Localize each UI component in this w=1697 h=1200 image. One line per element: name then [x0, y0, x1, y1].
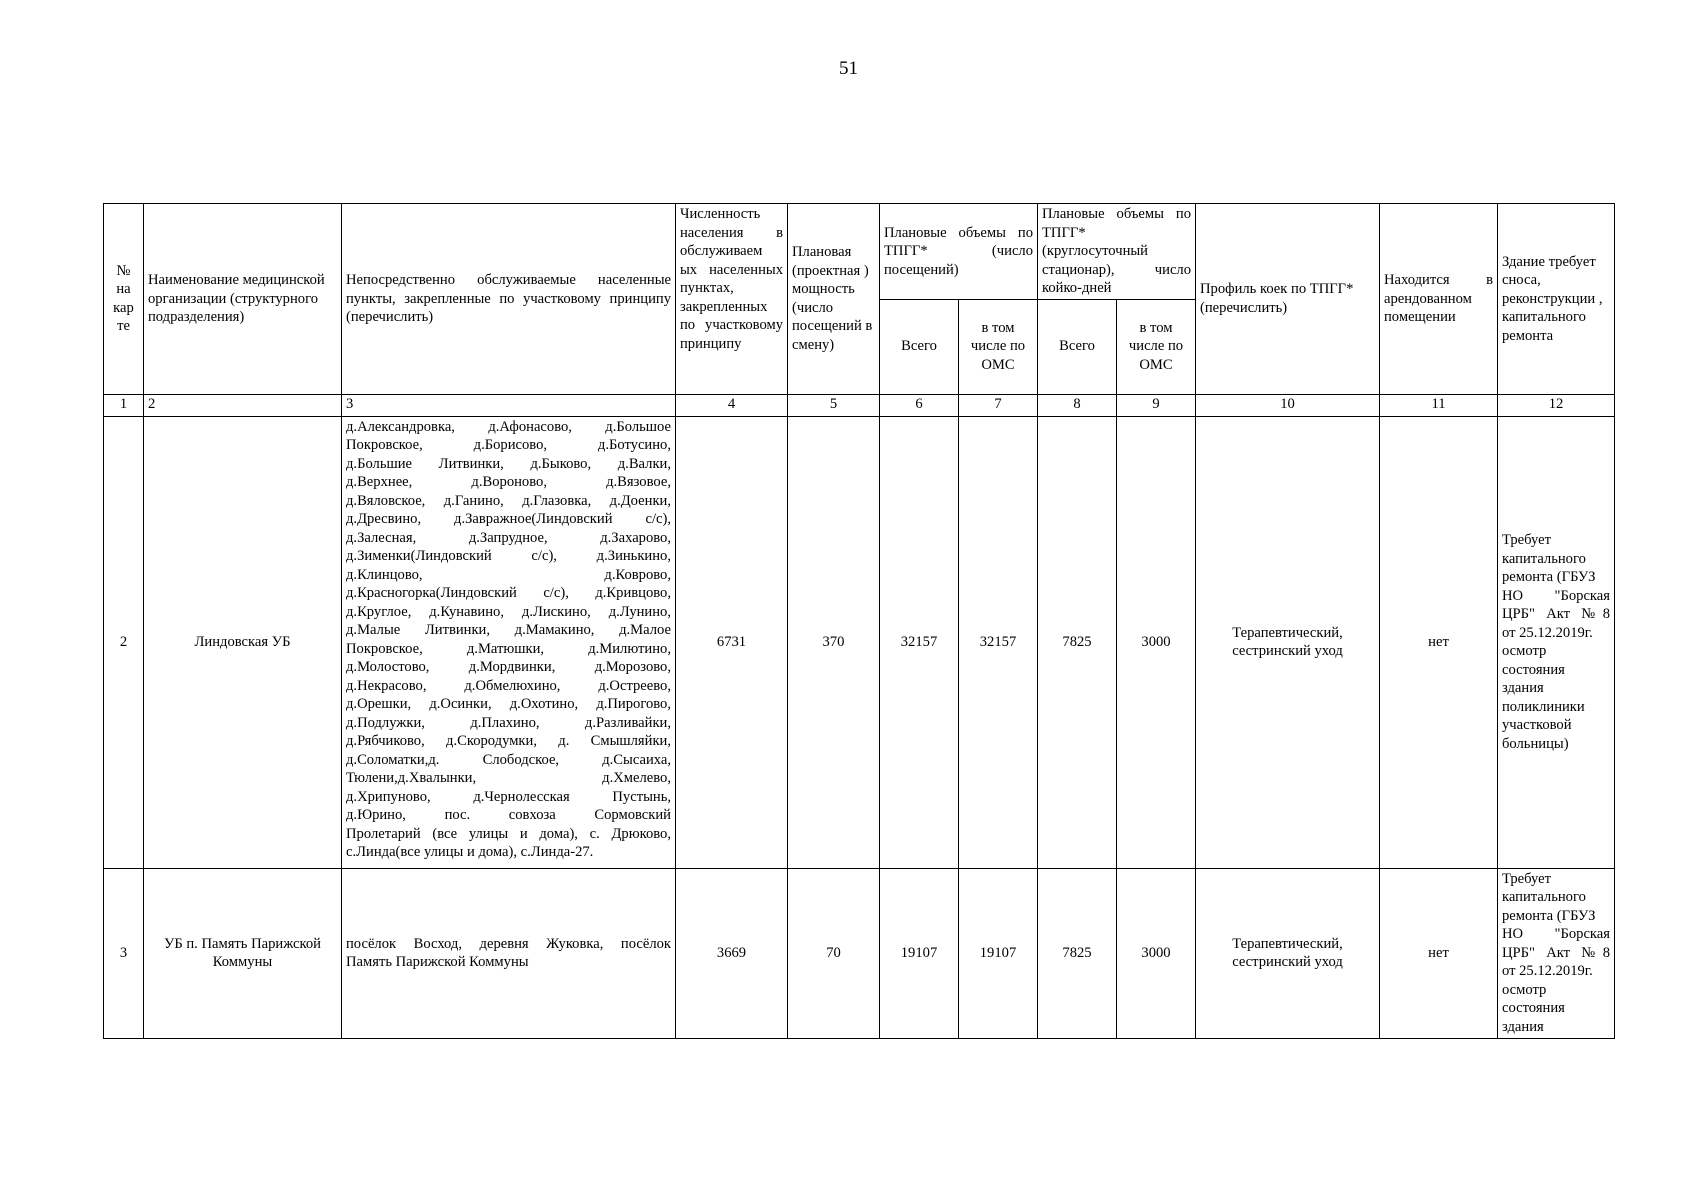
- header-group-visits: Плановые объемы по ТПГГ* (число посещений): [880, 204, 1038, 300]
- settlements-line: Память Парижской Коммуны: [346, 954, 529, 970]
- building-status-line: капитального: [1502, 889, 1586, 905]
- settlements-line: Тюлени,д.Хвалынки, д.Хмелево,: [346, 770, 671, 786]
- header-col-2: Наименование медицинской организации (структурного подразделения): [144, 204, 342, 395]
- header-col-6: Всего: [880, 299, 959, 394]
- capacity-value: 370: [788, 416, 880, 868]
- header-col-12: Здание требует сноса, реконструкции , капитального ремонта: [1498, 204, 1615, 395]
- building-status-line: НО "Борская: [1502, 926, 1610, 942]
- column-number: 10: [1196, 394, 1380, 416]
- organization-name: УБ п. Память Парижской Коммуны: [144, 868, 342, 1038]
- column-number: 4: [676, 394, 788, 416]
- bed-profile-value: Терапевтический, сестринский уход: [1196, 868, 1380, 1038]
- settlements-line: д.Орешки, д.Осинки, д.Охотино, д.Пирогово,: [346, 696, 671, 712]
- building-status-line: от 25.12.2019г.: [1502, 624, 1593, 641]
- rented-value: нет: [1380, 416, 1498, 868]
- building-status-line: здания: [1502, 1018, 1544, 1035]
- settlements-line: д.Александровка, д.Афонасово, д.Большое: [346, 418, 671, 435]
- column-number: 8: [1038, 394, 1117, 416]
- settlements-line: Покровское, д.Матюшки, д.Милютино,: [346, 640, 671, 657]
- column-number: 6: [880, 394, 959, 416]
- building-status: [1498, 868, 1615, 1038]
- visits-oms-value: 32157: [959, 416, 1038, 868]
- table-row: [104, 416, 1615, 868]
- column-number: 12: [1498, 394, 1615, 416]
- header-col-10: Профиль коек по ТПГГ* (перечислить): [1196, 204, 1380, 395]
- building-status: [1498, 416, 1615, 868]
- header-col-3: Непосредственно обслуживаемые населенные пункты, закрепленные по участковому принципу (перечислить): [342, 204, 676, 395]
- settlements-line: д.Рябчиково, д.Скородумки, д. Смышляйки,: [346, 733, 671, 749]
- settlements-line: д.Клинцово, д.Коврово,: [346, 566, 671, 583]
- settlements-line: Покровское, д.Борисово, д.Ботусино,: [346, 437, 671, 453]
- beds-oms-value: 3000: [1117, 868, 1196, 1038]
- beds-total-value: 7825: [1038, 416, 1117, 868]
- settlements-line: Пролетарий (все улицы и дома), с. Дрюково,: [346, 825, 671, 842]
- population-value: 6731: [676, 416, 788, 868]
- settlements-line: д.Молостово, д.Мордвинки, д.Морозово,: [346, 659, 671, 675]
- table-row: [104, 868, 1615, 1038]
- settlements-line: д.Дресвино, д.Завражное(Линдовский с/с),: [346, 511, 671, 527]
- capacity-value: 70: [788, 868, 880, 1038]
- column-number: 9: [1117, 394, 1196, 416]
- settlements-line: д.Некрасово, д.Обмелюхино, д.Остреево,: [346, 677, 671, 694]
- building-status-line: капитального: [1502, 550, 1586, 567]
- settlements-line: д.Малые Литвинки, д.Мамакино, д.Малое: [346, 622, 671, 638]
- settlements-line: д.Соломатки,д. Слободское, д.Сысаиха,: [346, 751, 671, 768]
- building-status-line: ЦРБ" Акт №8: [1502, 944, 1610, 961]
- building-status-line: ЦРБ" Акт №8: [1502, 606, 1610, 622]
- settlements-list: [342, 416, 676, 868]
- settlements-list: [342, 868, 676, 1038]
- column-number: 1: [104, 394, 144, 416]
- building-status-line: Требует: [1502, 532, 1551, 548]
- settlements-line: д.Большие Литвинки, д.Быково, д.Валки,: [346, 455, 671, 472]
- settlements-line: д.Круглое, д.Кунавино, д.Лискино, д.Лунино,: [346, 603, 671, 620]
- building-status-line: здания: [1502, 680, 1544, 696]
- header-col-1: № на кар те: [104, 204, 144, 395]
- settlements-line: д.Зименки(Линдовский с/с), д.Зинькино,: [346, 548, 671, 564]
- building-status-line: осмотр: [1502, 643, 1547, 659]
- settlements-line: д.Красногорка(Линдовский с/с), д.Кривцово,: [346, 585, 671, 601]
- bed-profile-value: Терапевтический, сестринский уход: [1196, 416, 1380, 868]
- header-col-5: Плановая (проектная ) мощность (число посещений в смену): [788, 204, 880, 395]
- row-number: 2: [104, 416, 144, 868]
- column-number: 2: [144, 394, 342, 416]
- header-row-1: [104, 204, 1615, 300]
- building-status-line: Требует: [1502, 870, 1551, 887]
- visits-oms-value: 19107: [959, 868, 1038, 1038]
- header-group-beds: Плановые объемы по ТПГГ* (круглосуточный стационар), число койко-дней: [1038, 204, 1196, 300]
- building-status-line: участковой: [1502, 717, 1572, 733]
- page-number: 51: [839, 58, 858, 79]
- column-number: 5: [788, 394, 880, 416]
- rented-value: нет: [1380, 868, 1498, 1038]
- beds-oms-value: 3000: [1117, 416, 1196, 868]
- building-status-line: больницы): [1502, 735, 1569, 752]
- header-col-4: Численность населения в обслуживаем ых населенных пунктах, закрепленных по участковому принципу: [676, 204, 788, 395]
- settlements-line: с.Линда(все улицы и дома), с.Линда-27.: [346, 844, 594, 860]
- column-numbers-row: [104, 394, 1615, 416]
- settlements-line: д.Хрипуново, д.Чернолесская Пустынь,: [346, 788, 671, 805]
- population-value: 3669: [676, 868, 788, 1038]
- building-status-line: ремонта (ГБУЗ: [1502, 569, 1596, 585]
- settlements-line: д.Юрино, пос. совхоза Сормовский: [346, 807, 671, 823]
- row-number: 3: [104, 868, 144, 1038]
- building-status-line: состояния: [1502, 661, 1565, 678]
- building-status-line: осмотр: [1502, 981, 1547, 998]
- organization-name: Линдовская УБ: [144, 416, 342, 868]
- building-status-line: поликлиники: [1502, 698, 1585, 715]
- header-col-8: Всего: [1038, 299, 1117, 394]
- column-number: 3: [342, 394, 676, 416]
- header-col-11: Находится в арендованном помещении: [1380, 204, 1498, 395]
- column-number: 11: [1380, 394, 1498, 416]
- settlements-line: д.Залесная, д.Запрудное, д.Захарово,: [346, 529, 671, 546]
- building-status-line: ремонта (ГБУЗ: [1502, 907, 1596, 924]
- header-col-9: в том числе по ОМС: [1117, 299, 1196, 394]
- settlements-line: д.Вяловское, д.Ганино, д.Глазовка, д.Доенки,: [346, 492, 671, 509]
- building-status-line: НО "Борская: [1502, 587, 1610, 604]
- column-number: 7: [959, 394, 1038, 416]
- settlements-line: д.Верхнее, д.Вороново, д.Вязовое,: [346, 474, 671, 490]
- medical-organizations-table: [103, 203, 1615, 1039]
- building-status-line: состояния: [1502, 1000, 1565, 1016]
- building-status-line: от 25.12.2019г.: [1502, 963, 1593, 979]
- header-col-7: в том числе по ОМС: [959, 299, 1038, 394]
- visits-total-value: 19107: [880, 868, 959, 1038]
- settlements-line: д.Подлужки, д.Плахино, д.Разливайки,: [346, 714, 671, 731]
- settlements-line: посёлок Восход, деревня Жуковка, посёлок: [346, 935, 671, 952]
- beds-total-value: 7825: [1038, 868, 1117, 1038]
- visits-total-value: 32157: [880, 416, 959, 868]
